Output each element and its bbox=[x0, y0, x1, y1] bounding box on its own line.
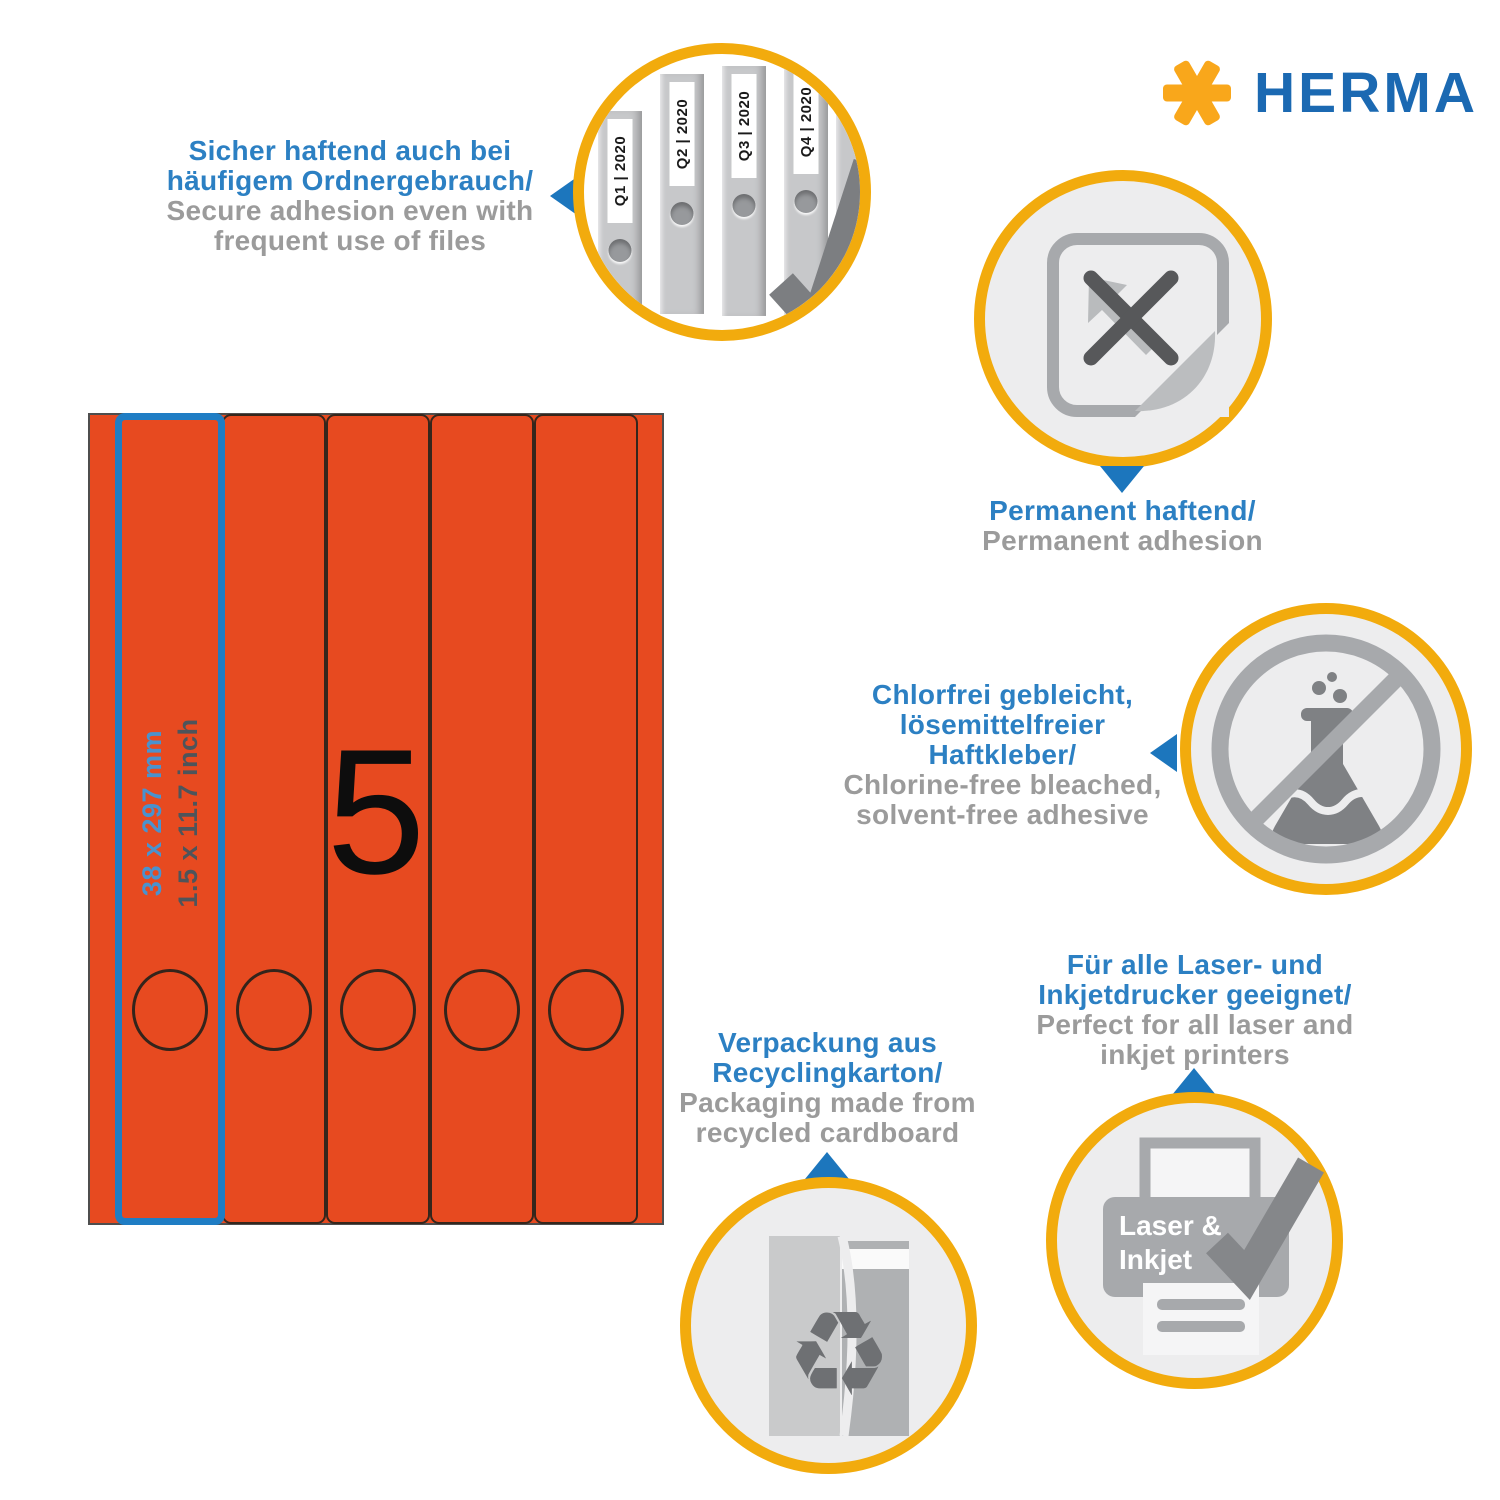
label-size-mm: 38 x 297 mm bbox=[137, 729, 167, 897]
binder-label-text: Q4 | 2020 bbox=[797, 86, 815, 158]
no-repositioning-sticker-icon bbox=[985, 181, 1261, 457]
pointer-up-icon bbox=[1172, 1068, 1216, 1095]
labels-per-sheet-count: 5 bbox=[326, 712, 426, 911]
binders-badge-clip bbox=[584, 54, 860, 330]
feature-text-line: Für alle Laser- und bbox=[1066, 949, 1324, 980]
herma-asterisk-icon bbox=[1164, 58, 1230, 128]
feature-text-line: Recyclingkarton/ bbox=[712, 1057, 943, 1088]
feature-text-line: Perfect for all laser and bbox=[1036, 1009, 1354, 1040]
feature-laser-inkjet-text bbox=[1010, 950, 1380, 1070]
binder-spine-label bbox=[670, 82, 695, 186]
permanent-adhesion-badge bbox=[974, 170, 1272, 468]
label-strip bbox=[222, 414, 326, 1224]
printer-icon bbox=[1057, 1103, 1332, 1378]
printer-badge bbox=[1046, 1092, 1343, 1389]
label-strip-hole bbox=[236, 969, 312, 1051]
herma-logo-text: HERMA bbox=[1254, 61, 1478, 125]
binder-hole bbox=[609, 239, 632, 262]
feature-text-line: inkjet printers bbox=[1100, 1039, 1290, 1070]
printer-icon-text: Inkjet bbox=[1119, 1244, 1193, 1275]
binder-spine-label bbox=[732, 74, 757, 178]
binder-hole bbox=[733, 194, 756, 217]
label-strip bbox=[534, 414, 638, 1224]
pointer-down-icon bbox=[1100, 466, 1144, 493]
pointer-up-icon bbox=[805, 1152, 849, 1179]
feature-text-line: Inkjetdrucker geeignet/ bbox=[1038, 979, 1352, 1010]
feature-permanent-text bbox=[935, 496, 1310, 556]
feature-text-line: häufigem Ordnergebrauch/ bbox=[166, 165, 534, 196]
label-size-inch: 1.5 x 11.7 inch bbox=[173, 718, 203, 908]
feature-text-line: Sicher haftend auch bei bbox=[188, 135, 512, 166]
binder-spine-label bbox=[608, 119, 633, 223]
feature-text-line: Permanent haftend/ bbox=[989, 495, 1256, 526]
feature-text-line: frequent use of files bbox=[213, 225, 487, 256]
feature-secure-adhesion-text bbox=[130, 136, 570, 256]
feature-text-line: Chlorine-free bleached, bbox=[843, 769, 1162, 800]
binder-q3 bbox=[722, 66, 766, 316]
feature-text-line: Permanent adhesion bbox=[982, 525, 1263, 556]
label-strip-hole bbox=[340, 969, 416, 1051]
binder-hole bbox=[671, 202, 694, 225]
feature-text-line: Chlorfrei gebleicht, bbox=[871, 679, 1134, 710]
feature-chlorine-free-text bbox=[825, 680, 1180, 830]
binder-q1 bbox=[598, 111, 642, 311]
printer-icon-text: Laser & bbox=[1119, 1210, 1222, 1241]
feature-text-line: recycled cardboard bbox=[695, 1117, 960, 1148]
checkmark-icon bbox=[767, 142, 860, 330]
pointer-left-icon bbox=[1150, 734, 1177, 772]
feature-text-line: Secure adhesion even with bbox=[166, 195, 534, 226]
no-chemicals-flask-icon bbox=[1191, 614, 1461, 884]
feature-text-line: solvent-free adhesive bbox=[856, 799, 1149, 830]
binder-label-text: Q2 | 2020 bbox=[673, 98, 691, 170]
recycling-icon: ♻ bbox=[786, 1285, 892, 1423]
recycled-packaging-badge bbox=[680, 1177, 977, 1474]
highlighted-label-strip bbox=[115, 413, 225, 1225]
feature-text-line: Packaging made from bbox=[679, 1087, 976, 1118]
feature-text-line: Haftkleber/ bbox=[928, 739, 1077, 770]
cardboard-package-icon bbox=[769, 1236, 909, 1436]
feature-recycling-text bbox=[655, 1028, 1000, 1148]
label-strip-hole bbox=[444, 969, 520, 1051]
binder-label-text: Q3 | 2020 bbox=[735, 90, 753, 162]
binder-q2 bbox=[660, 74, 704, 314]
binder-label-text: Q1 | 2020 bbox=[611, 135, 629, 207]
label-strip bbox=[430, 414, 534, 1224]
label-sheet bbox=[88, 413, 664, 1225]
solvent-free-badge bbox=[1180, 603, 1472, 895]
feature-text-line: Verpackung aus bbox=[718, 1027, 937, 1058]
binders-badge bbox=[573, 43, 871, 341]
feature-text-line: lösemittelfreier bbox=[899, 709, 1106, 740]
herma-logo bbox=[1164, 58, 1478, 128]
label-strip-hole bbox=[548, 969, 624, 1051]
